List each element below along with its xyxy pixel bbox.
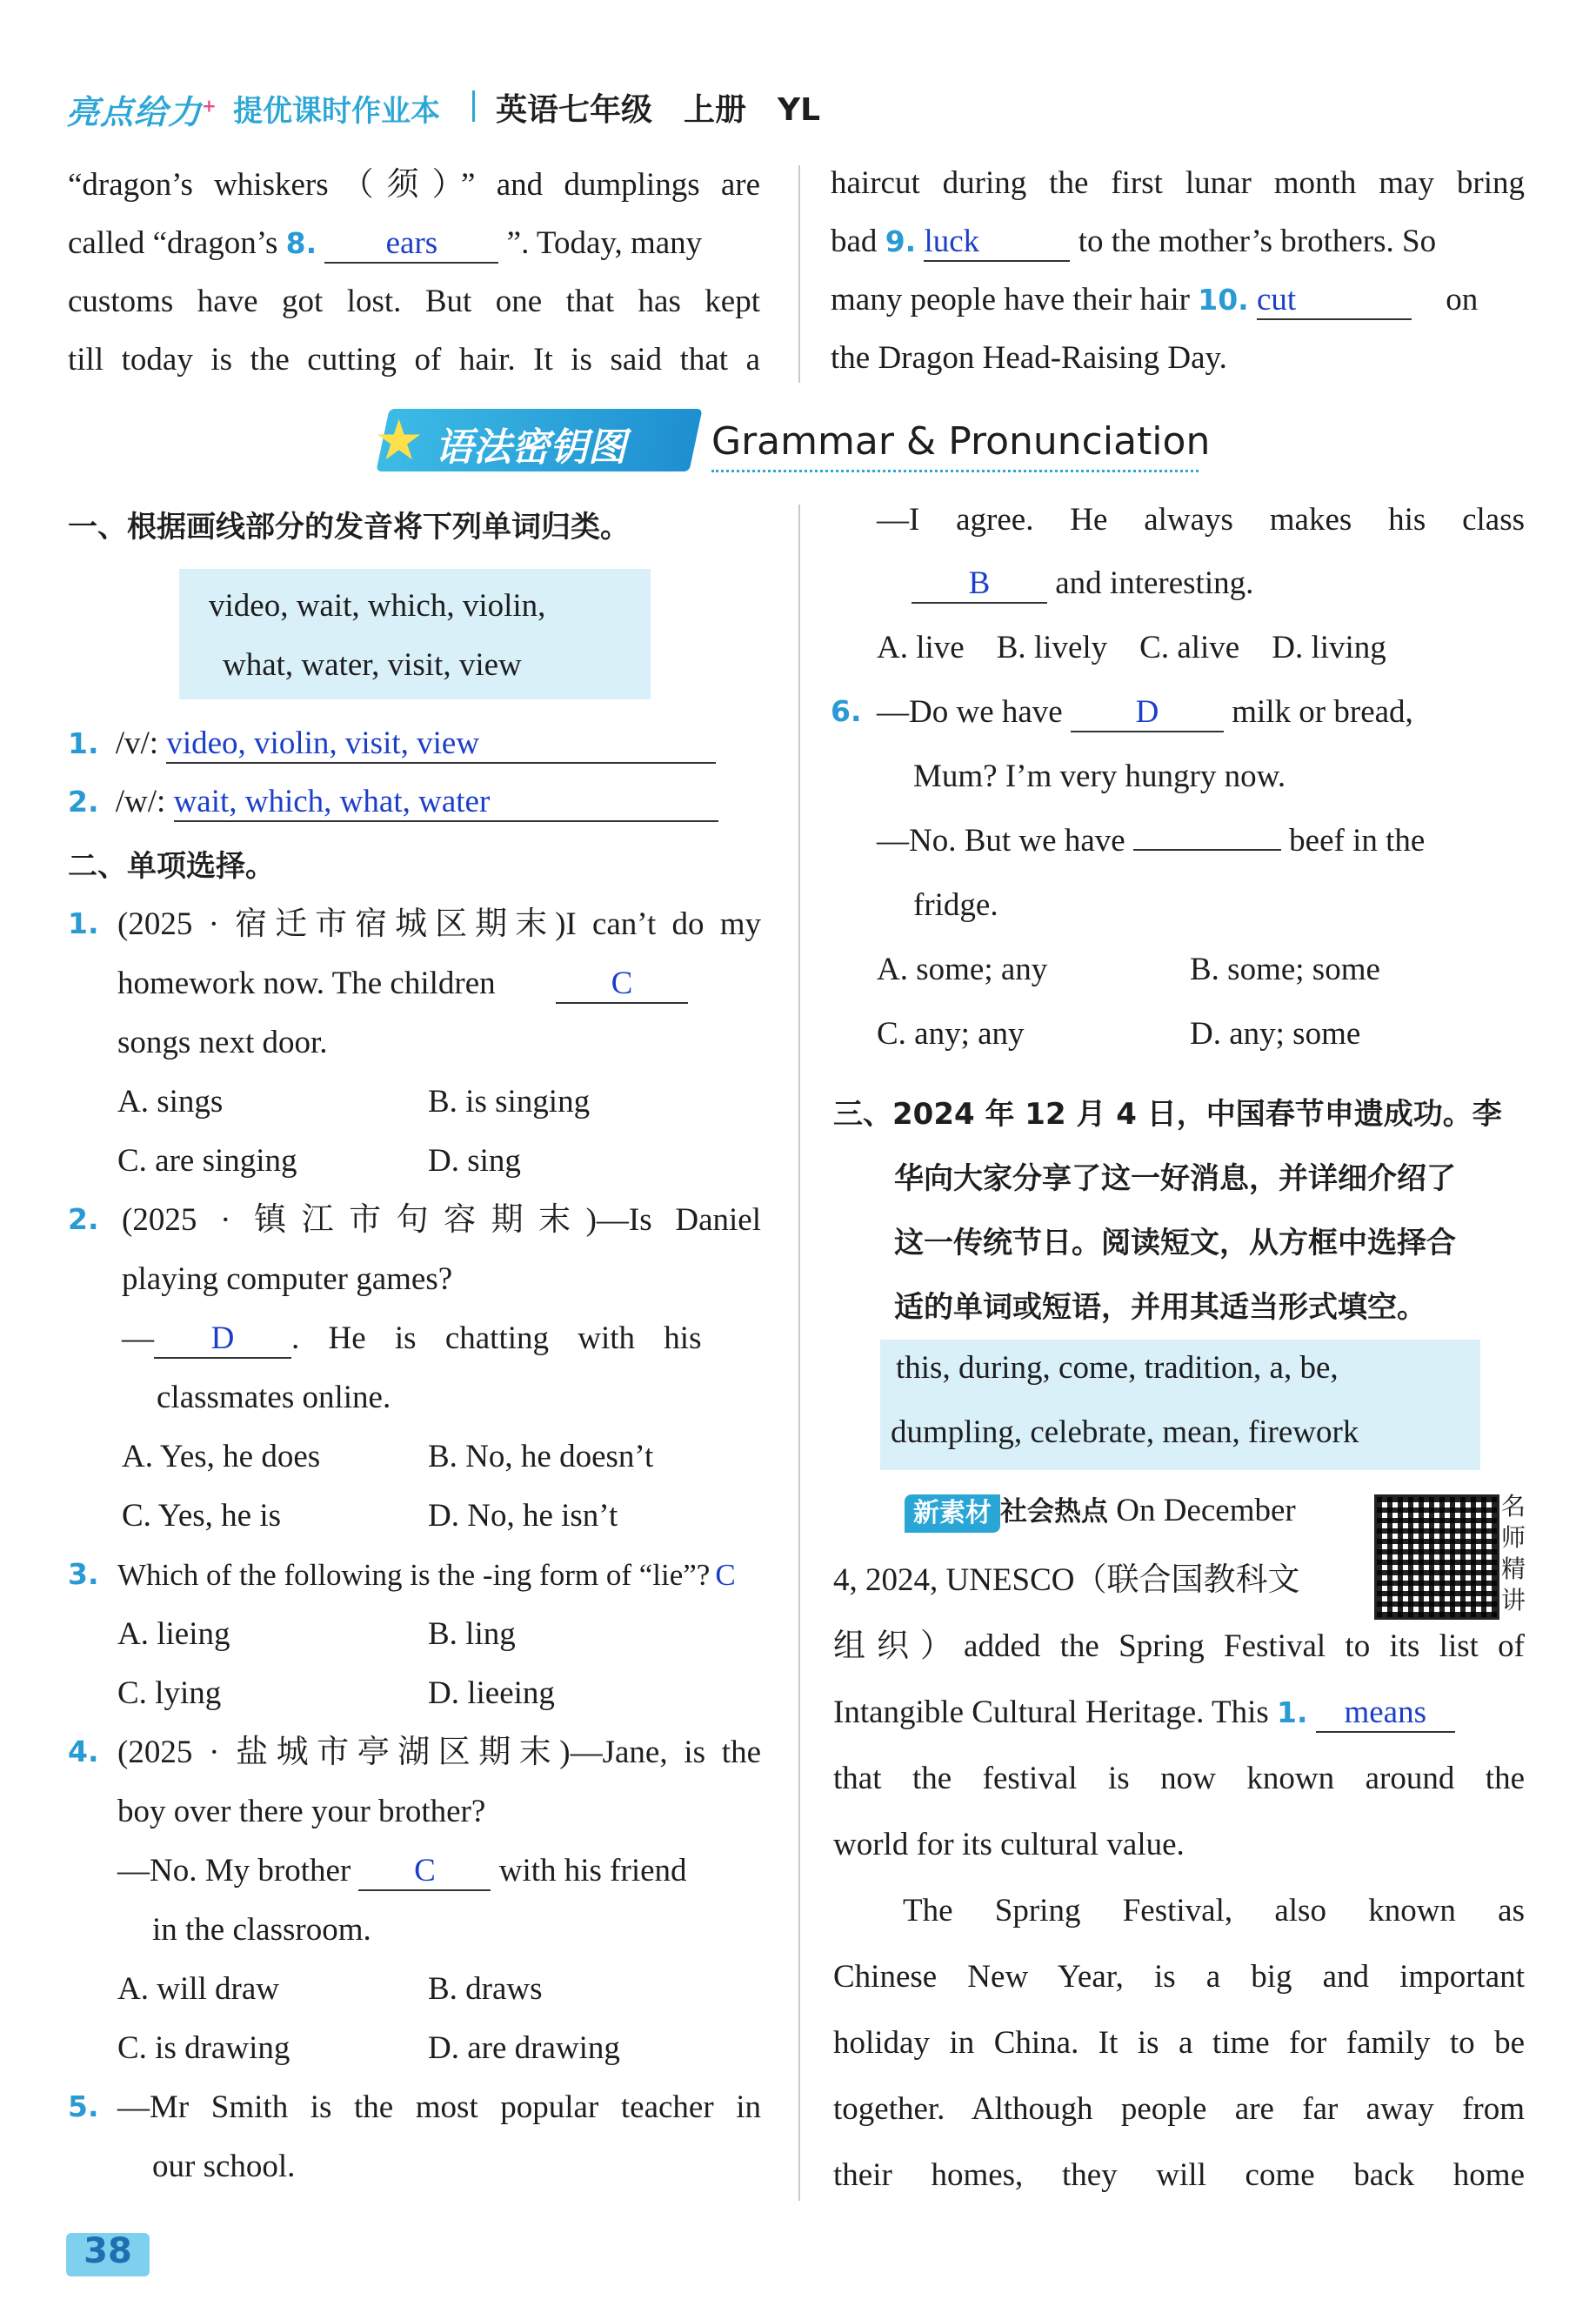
section-banner-underline bbox=[711, 470, 1199, 472]
p2-q4-option-b[interactable]: B. draws bbox=[428, 1971, 543, 2007]
part3-line6: world for its cultural value. bbox=[833, 1827, 1185, 1862]
part3-line1: 新素材 社会热点 On December bbox=[905, 1482, 1296, 1541]
p2-q4-number: 4. bbox=[68, 1735, 99, 1768]
p2-q1-number: 1. bbox=[68, 906, 99, 940]
p2-q2-blank[interactable]: D bbox=[154, 1321, 291, 1359]
part3-words-line2: dumpling, celebrate, mean, firework bbox=[891, 1414, 1359, 1450]
part3-title: 三、2024 年 12 月 4 日，中国春节申遗成功。李 华向大家分享了这一好消息，并详细介绍了 这一传统节日。阅读短文，从方框中选择合 适的单词或短语，并用其适当形式填空。 bbox=[833, 1097, 1502, 1325]
header-divider bbox=[472, 90, 475, 122]
p2-q4-line1: (2025 · 盐城市亭湖区期末)—Jane, is the bbox=[117, 1735, 761, 1770]
part3-line2: 4, 2024, UNESCO（联合国教科文 bbox=[833, 1562, 1300, 1598]
p2-q4-blank[interactable]: C bbox=[358, 1854, 491, 1891]
p2-q5-options[interactable]: A. live B. lively C. alive D. living bbox=[877, 630, 1386, 665]
p2-q1-line2: homework now. The children C bbox=[117, 955, 688, 1013]
p2-q5-blank[interactable]: B bbox=[912, 566, 1047, 604]
q9-answer: luck bbox=[924, 224, 980, 259]
p2-q6-line3: —No. But we have beef in the bbox=[877, 823, 1426, 859]
part3-line9: holiday in China. It is a time for family to be bbox=[833, 2025, 1525, 2061]
p2-q1-option-b[interactable]: B. is singing bbox=[428, 1084, 591, 1120]
q8-answer: ears bbox=[385, 225, 438, 261]
p2-q3-answer: C bbox=[715, 1558, 736, 1592]
part3-line8: Chinese New Year, is a big and important bbox=[833, 1959, 1525, 1995]
p2-q1-blank[interactable]: C bbox=[556, 966, 688, 1004]
p2-q5-line1: —Mr Smith is the most popular teacher in bbox=[117, 2089, 761, 2125]
p2-q2-option-b[interactable]: B. No, he doesn’t bbox=[428, 1439, 654, 1474]
part3-line11: their homes, they will come back home bbox=[833, 2157, 1525, 2193]
p2-q2-line4: classmates online. bbox=[157, 1380, 391, 1415]
part2-title: 二、单项选择。 bbox=[68, 849, 275, 884]
p2-q2-option-d[interactable]: D. No, he isn’t bbox=[428, 1498, 618, 1534]
p2-q2-option-a[interactable]: A. Yes, he does bbox=[122, 1439, 321, 1474]
top-left-line-4: till today is the cutting of hair. It is said that a bbox=[68, 342, 760, 378]
part3-line4: Intangible Cultural Heritage. This 1. means bbox=[833, 1684, 1525, 1741]
p2-q2-line1: (2025 · 镇江市句容期末)—Is Daniel bbox=[122, 1202, 761, 1238]
top-left-line-3: customs have got lost. But one that has kept bbox=[68, 284, 760, 319]
p2-q6-line1: —Do we have D milk or bread, bbox=[877, 684, 1525, 741]
p2-q6-line2: Mum? I’m very hungry now. bbox=[913, 759, 1286, 794]
top-column-divider bbox=[798, 165, 800, 383]
p2-q3-option-c[interactable]: C. lying bbox=[117, 1675, 222, 1711]
p2-q5-number: 5. bbox=[68, 2089, 99, 2123]
p2-q3-line1: Which of the following is the -ing form of “lie”? C bbox=[117, 1558, 736, 1592]
top-right-line-1: haircut during the first lunar month may bring bbox=[831, 165, 1525, 201]
p2-q5-line2: our school. bbox=[152, 2149, 296, 2184]
qr-code-icon[interactable] bbox=[1374, 1494, 1499, 1620]
p2-q5-line3: —I agree. He always makes his class bbox=[877, 502, 1525, 538]
p2-q1-option-d[interactable]: D. sing bbox=[428, 1143, 521, 1179]
part3-line10: together. Although people are far away from bbox=[833, 2091, 1525, 2127]
q10-answer: cut bbox=[1256, 282, 1297, 318]
p2-q3-option-b[interactable]: B. ling bbox=[428, 1616, 516, 1652]
q9-blank[interactable] bbox=[924, 224, 1070, 262]
star-icon: ★ bbox=[374, 410, 424, 471]
p2-q6-blank1[interactable]: D bbox=[1071, 695, 1224, 732]
p2-q4-option-a[interactable]: A. will draw bbox=[117, 1971, 279, 2007]
p2-q2-line3: — D . He is chatting with his bbox=[122, 1310, 761, 1367]
p2-q1-option-c[interactable]: C. are singing bbox=[117, 1143, 297, 1179]
top-right-line-4: the Dragon Head-Raising Day. bbox=[831, 340, 1227, 376]
part1-q1-blank[interactable]: video, violin, visit, view bbox=[166, 726, 716, 764]
p2-q1-line3: songs next door. bbox=[117, 1025, 328, 1060]
q8-blank[interactable] bbox=[324, 226, 498, 264]
p2-q6-option-a[interactable]: A. some; any bbox=[877, 952, 1048, 987]
p2-q6-blank2[interactable] bbox=[1133, 849, 1281, 851]
top-left-line-2: called “dragon’s 8. ears ”. Today, many bbox=[68, 215, 760, 272]
p2-q1-option-a[interactable]: A. sings bbox=[117, 1084, 224, 1120]
book-title: 提优课时作业本 bbox=[233, 94, 440, 129]
q9-number: 9. bbox=[885, 224, 917, 258]
part1-q2: 2. /w/: wait, which, what, water bbox=[68, 773, 718, 831]
main-column-divider bbox=[798, 505, 800, 2201]
section-banner-cn: 语法密钥图 bbox=[435, 425, 626, 470]
p2-q2-number: 2. bbox=[68, 1202, 99, 1236]
subject-title: 英语七年级 上册 YL bbox=[496, 92, 821, 128]
p2-q1-line1: (2025 · 宿迁市宿城区期末)I can’t do my bbox=[117, 906, 761, 942]
part3-line5: that the festival is now known around the bbox=[833, 1761, 1525, 1796]
part1-words-line2: what, water, visit, view bbox=[223, 647, 522, 683]
p2-q6-number: 6. bbox=[831, 694, 862, 728]
p2-q4-line4: in the classroom. bbox=[152, 1912, 371, 1948]
p2-q2-line2: playing computer games? bbox=[122, 1261, 453, 1297]
p2-q6-option-b[interactable]: B. some; some bbox=[1190, 952, 1380, 987]
part1-words-line1: video, wait, which, violin, bbox=[209, 588, 546, 624]
top-right-line-3: many people have their hair 10. cut on bbox=[831, 271, 1525, 329]
p2-q6-option-c[interactable]: C. any; any bbox=[877, 1016, 1025, 1052]
brand-logo: 亮点给力+ bbox=[66, 93, 217, 131]
p2-q5-line4: B and interesting. bbox=[912, 555, 1253, 612]
part3-line3: 组织）added the Spring Festival to its list of bbox=[833, 1628, 1525, 1664]
p2-q2-option-c[interactable]: C. Yes, he is bbox=[122, 1498, 281, 1534]
part3-q1-blank[interactable]: means bbox=[1316, 1695, 1455, 1733]
p2-q4-line2: boy over there your brother? bbox=[117, 1794, 486, 1829]
part1-title: 一、根据画线部分的发音将下列单词归类。 bbox=[68, 510, 630, 545]
part1-q2-blank[interactable]: wait, which, what, water bbox=[174, 785, 718, 822]
part1-q1: 1. /v/: video, violin, visit, view bbox=[68, 715, 716, 772]
top-right-line-2: bad 9. luck to the mother’s brothers. So bbox=[831, 213, 1525, 271]
p2-q3-option-a[interactable]: A. lieing bbox=[117, 1616, 230, 1652]
top-left-line-1: “dragon’s whiskers（须）” and dumplings are bbox=[68, 167, 760, 203]
part3-words-line1: this, during, come, tradition, a, be, bbox=[896, 1350, 1339, 1386]
p2-q6-line4: fridge. bbox=[913, 887, 998, 923]
new-material-tag: 新素材 bbox=[905, 1494, 1000, 1533]
section-banner-en: Grammar & Pronunciation bbox=[711, 419, 1211, 464]
q10-blank[interactable] bbox=[1257, 283, 1412, 320]
q10-number: 10. bbox=[1198, 283, 1249, 317]
part3-line7: The Spring Festival, also known as bbox=[903, 1893, 1525, 1929]
p2-q4-line3: —No. My brother C with his friend bbox=[117, 1842, 761, 1900]
p2-q4-option-d[interactable]: D. are drawing bbox=[428, 2030, 620, 2066]
p2-q4-option-c[interactable]: C. is drawing bbox=[117, 2030, 290, 2066]
q8-number: 8. bbox=[285, 226, 317, 260]
p2-q3-number: 3. bbox=[68, 1557, 99, 1591]
hot-topic-tag: 社会热点 bbox=[1000, 1496, 1108, 1528]
qr-label: 名师精讲 bbox=[1501, 1492, 1526, 1614]
p2-q6-option-d[interactable]: D. any; some bbox=[1190, 1016, 1361, 1052]
p2-q3-option-d[interactable]: D. lieeing bbox=[428, 1675, 555, 1711]
page-number: 38 bbox=[83, 2231, 132, 2271]
